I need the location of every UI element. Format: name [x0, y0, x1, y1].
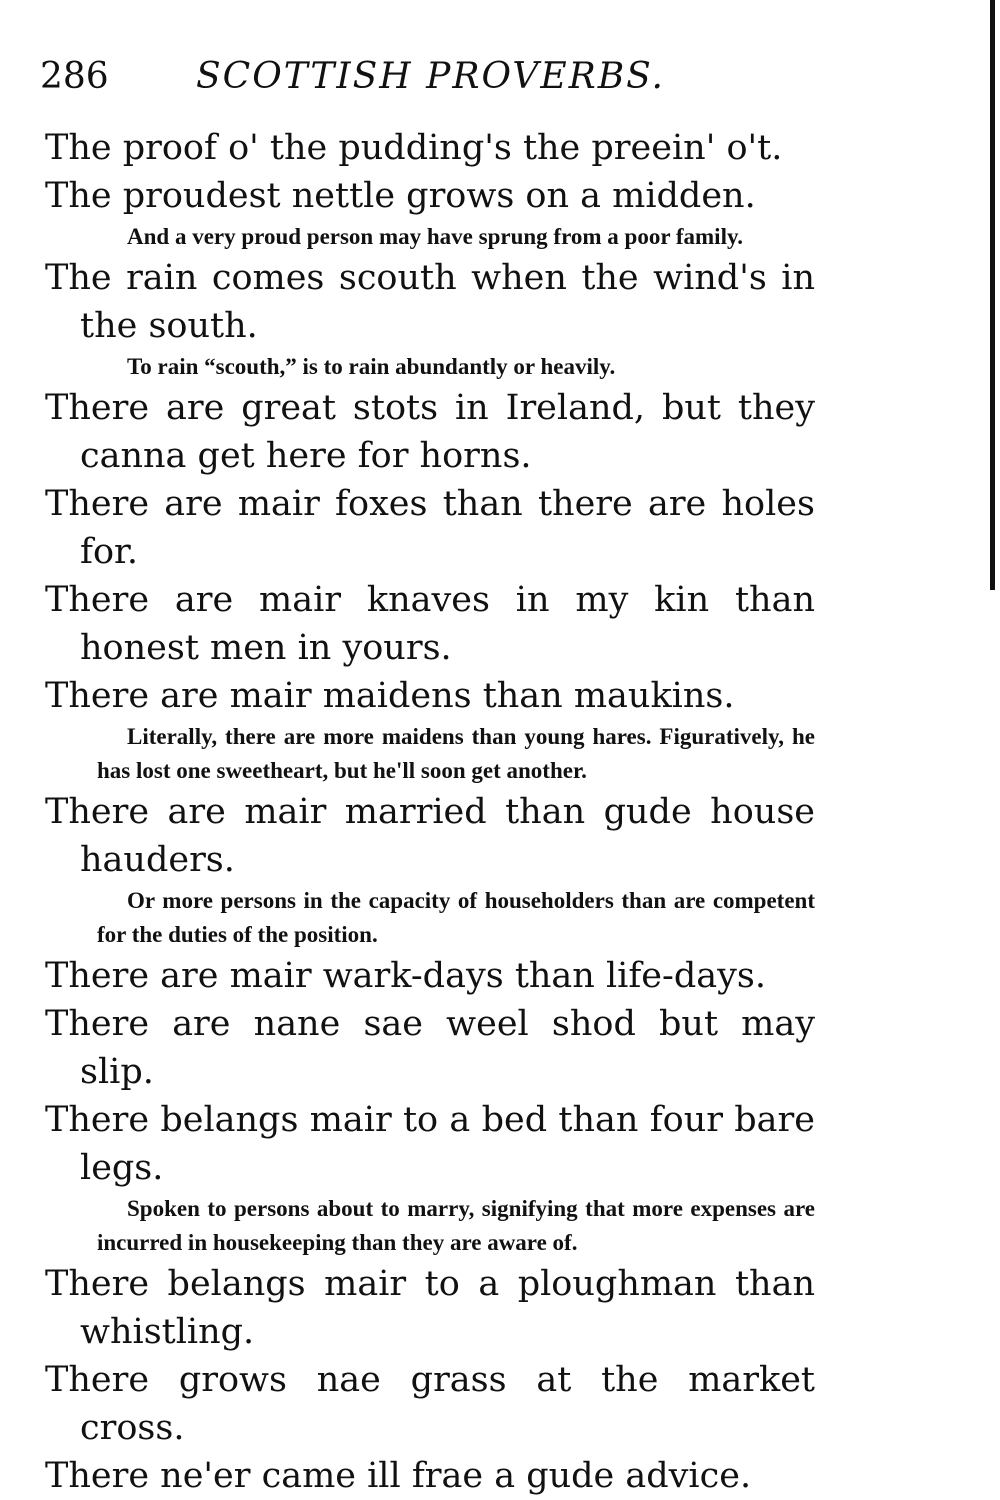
proverb-entry: [45, 952, 815, 1000]
proverb-text: There are mair foxes than there are holes for.: [45, 484, 815, 572]
proverb-text: There are nane sae weel shod but may slip.: [45, 1004, 815, 1092]
page-number: 286: [40, 56, 109, 97]
proverb-entry: [45, 1096, 815, 1260]
proverb-text: There are mair wark-days than life-days.: [45, 956, 766, 996]
proverb-text: There are mair knaves in my kin than honest men in yours.: [45, 580, 815, 668]
proverb-text: The proof o' the pudding's the preein' o't.: [45, 128, 783, 168]
proverb-entry: [45, 172, 815, 254]
proverb-entry: [45, 254, 815, 384]
proverb-entry: [45, 1000, 815, 1096]
proverb-note: Or more persons in the capacity of householders than are competent for the duties of the position.: [97, 888, 815, 947]
proverb-entry: [45, 1452, 815, 1500]
proverb-entry: [45, 788, 815, 952]
proverb-text: There are great stots in Ireland, but they canna get here for horns.: [45, 388, 815, 476]
proverb-note: To rain “scouth,” is to rain abundantly or heavily.: [127, 354, 616, 379]
proverb-entry: [45, 384, 815, 480]
proverb-text: There are mair maidens than maukins.: [45, 676, 735, 716]
proverb-text: There belangs mair to a ploughman than whistling.: [45, 1264, 815, 1352]
proverb-note: Spoken to persons about to marry, signifying that more expenses are incurred in housekeeping than they are aware of.: [97, 1196, 815, 1255]
proverb-entry: [45, 480, 815, 576]
proverb-text: The rain comes scouth when the wind's in the south.: [45, 258, 815, 346]
proverb-note: And a very proud person may have sprung from a poor family.: [127, 224, 743, 249]
proverb-text: There ne'er came ill frae a gude advice.: [45, 1456, 752, 1496]
proverb-note: Literally, there are more maidens than young hares. Figuratively, he has lost one sweetheart, but he'll soon get another.: [97, 724, 815, 783]
proverb-entry: [45, 1356, 815, 1452]
proverb-list: [45, 124, 815, 1500]
page-edge-shadow: [990, 0, 995, 590]
proverb-text: There grows nae grass at the market cross.: [45, 1360, 815, 1448]
page-header: [40, 52, 940, 102]
proverb-entry: [45, 576, 815, 672]
proverb-text: The proudest nettle grows on a midden.: [45, 176, 756, 216]
proverb-text: There are mair married than gude house hauders.: [45, 792, 815, 880]
proverb-text: There belangs mair to a bed than four bare legs.: [45, 1100, 815, 1188]
proverb-entry: [45, 124, 815, 172]
running-title: SCOTTISH PROVERBS.: [196, 56, 666, 97]
proverb-entry: [45, 672, 815, 788]
proverb-entry: [45, 1260, 815, 1356]
